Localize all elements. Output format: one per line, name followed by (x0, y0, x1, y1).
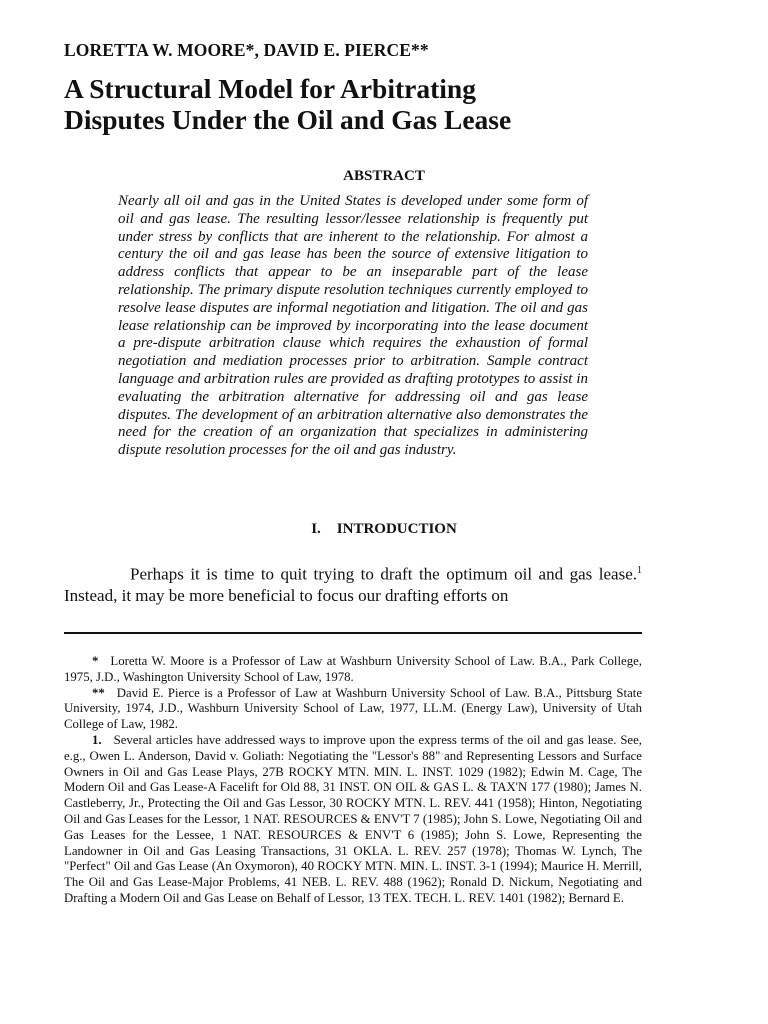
footnotes (64, 654, 642, 907)
abstract-text: Nearly all oil and gas in the United States is developed under some form of oil and gas lease. The resulting lessor/lessee relationship is frequently put under stress by conflicts that are inherent to the relationship. For almost a century the oil and gas lease has been the source of extensive litigation to address conflicts that appear to be an inseparable part of the lease relationship. The primary dispute resolution techniques currently employed to resolve lease disputes are informal negotiation and litigation. The oil and gas lease relationship can be improved by incorporating into the lease document a pre-dispute arbitration clause which requires the exhaustion of formal negotiation and mediation processes prior to arbitration. Sample contract language and arbitration rules are provided as drafting prototypes to assist in evaluating the arbitration alternative for addressing oil and gas lease disputes. The development of an arbitration alternative also demonstrates the need for the creation of an organization that specializes in administering dispute resolution processes for the oil and gas industry. (118, 193, 588, 459)
footnote-text: Several articles have addressed ways to improve upon the express terms of the oil and gas lease. See, e.g., Owen L. Anderson, David v. Goliath: Negotiating the "Lessor's 88" and Representing Lessors and Surface Owners in Oil and Gas Lease Plays, 27B ROCKY MTN. MIN. L. INST. 1029 (1982); Edwin M. Cage, The Modern Oil and Gas Lease-A Facelift for Old 88, 31 INST. ON OIL & GAS L. & TAX'N 177 (1980); James N. Castleberry, Jr., Protecting the Oil and Gas Lessor, 30 ROCKY MTN. L. REV. 441 (1958); Hinton, Negotiating Oil and Gas Leases for the Lessor, 1 NAT. RESOURCES & ENV'T 7 (1985); John S. Lowe, Negotiating Oil and Gas Leases for the Lessee, 1 NAT. RESOURCES & ENV'T 6 (1985); John S. Lowe, Representing the Landowner in Oil and Gas Leasing Transactions, 31 OKLA. L. REV. 257 (1978); Thomas W. Lynch, The "Perfect" Oil and Gas Lease (An Oxymoron), 40 ROCKY MTN. MIN. L. INST. 3-1 (1994); Maurice H. Merrill, The Oil and Gas Lease-Major Problems, 41 NEB. L. REV. 488 (1962); Ronald D. Nickum, Negotiating and Drafting a Modern Oil and Gas Lease on Behalf of Lessor, 13 TEX. TECH. L. REV. 1401 (1982); Bernard E. (64, 732, 642, 905)
intro-text-after: Instead, it may be more beneficial to focus our drafting efforts on (64, 586, 509, 606)
author-line: LORETTA W. MOORE*, DAVID E. PIERCE** (64, 40, 429, 60)
footnote-text: David E. Pierce is a Professor of Law at Washburn University School of Law. B.A., Pittsburg State University, 1974, J.D., Washburn University School of Law, 1977, LL.M. (Energy Law), University of Utah College of Law, 1982. (64, 685, 642, 732)
intro-text-before: Perhaps it is time to quit trying to draft the optimum oil and gas lease. (130, 564, 637, 584)
section-heading (0, 521, 768, 538)
abstract-heading: ABSTRACT (343, 168, 425, 184)
title-line-1: A Structural Model for Arbitrating (64, 73, 476, 104)
section-title: INTRODUCTION (336, 521, 457, 537)
footnote (64, 686, 642, 733)
section-number: I. (311, 521, 321, 537)
article-title (64, 73, 704, 135)
intro-paragraph (64, 560, 642, 607)
footnote-mark: * (92, 654, 99, 668)
footnote-divider (64, 632, 642, 634)
footnote-ref[interactable]: 1 (637, 565, 642, 576)
title-line-2: Disputes Under the Oil and Gas Lease (64, 104, 512, 135)
footnote-mark: 1. (92, 732, 102, 747)
footnote (64, 654, 642, 686)
footnote-mark: ** (92, 685, 105, 700)
footnote-text: Loretta W. Moore is a Professor of Law at Washburn University School of Law. B.A., Park College, 1975, J.D., Washington University School of Law, 1978. (64, 654, 642, 684)
footnote (64, 733, 642, 907)
